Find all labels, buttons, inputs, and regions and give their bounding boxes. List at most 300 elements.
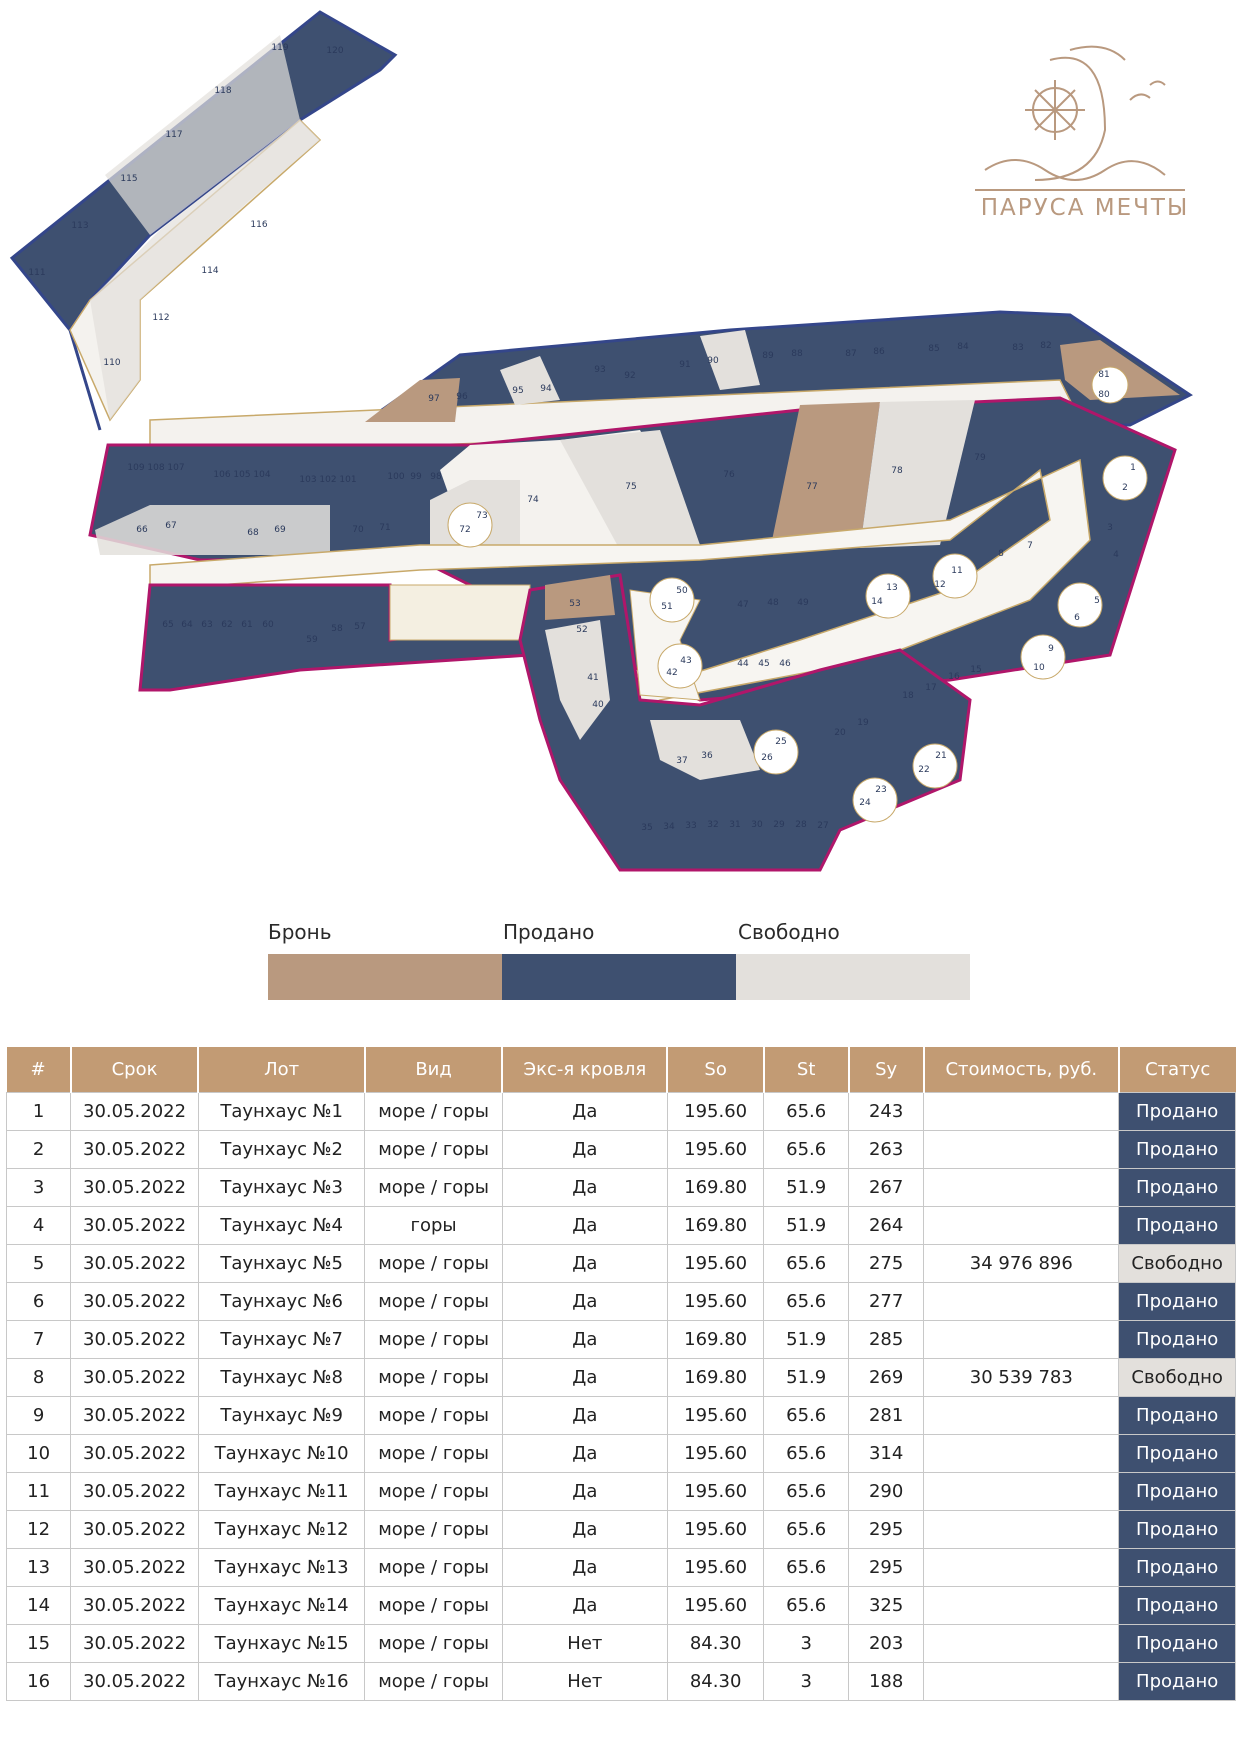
table-cell: 169.80 bbox=[667, 1169, 763, 1207]
status-badge: Продано bbox=[1119, 1663, 1236, 1701]
svg-text:119: 119 bbox=[271, 43, 289, 53]
table-cell: 30 539 783 bbox=[924, 1359, 1119, 1397]
svg-text:30: 30 bbox=[751, 820, 763, 830]
table-cell: 195.60 bbox=[667, 1245, 763, 1283]
table-cell: Да bbox=[502, 1169, 667, 1207]
table-cell: Таунхаус №15 bbox=[198, 1625, 365, 1663]
table-cell: 5 bbox=[7, 1245, 71, 1283]
column-header: Лот bbox=[198, 1047, 365, 1093]
table-cell: 65.6 bbox=[764, 1093, 849, 1131]
table-cell: море / горы bbox=[365, 1473, 502, 1511]
table-cell: 314 bbox=[849, 1435, 924, 1473]
table-cell: море / горы bbox=[365, 1359, 502, 1397]
table-row bbox=[7, 1625, 1236, 1663]
svg-text:21: 21 bbox=[935, 751, 947, 761]
table-cell: 263 bbox=[849, 1131, 924, 1169]
svg-text:100: 100 bbox=[387, 472, 405, 482]
table-cell: 30.05.2022 bbox=[71, 1397, 199, 1435]
table-cell bbox=[924, 1283, 1119, 1321]
svg-text:42: 42 bbox=[666, 668, 678, 678]
svg-text:33: 33 bbox=[685, 821, 697, 831]
table-cell: Таунхаус №10 bbox=[198, 1435, 365, 1473]
table-cell: Таунхаус №14 bbox=[198, 1587, 365, 1625]
table-cell: Да bbox=[502, 1397, 667, 1435]
svg-text:103: 103 bbox=[299, 475, 317, 485]
table-header-row bbox=[7, 1047, 1236, 1093]
table-cell: 65.6 bbox=[764, 1283, 849, 1321]
column-header: Sy bbox=[849, 1047, 924, 1093]
sail-sun-waves-logo bbox=[975, 47, 1185, 190]
table-cell: 290 bbox=[849, 1473, 924, 1511]
svg-text:60: 60 bbox=[262, 620, 274, 630]
svg-text:4: 4 bbox=[1113, 550, 1119, 560]
table-cell: 8 bbox=[7, 1359, 71, 1397]
table-cell: Таунхаус №9 bbox=[198, 1397, 365, 1435]
svg-text:19: 19 bbox=[857, 718, 869, 728]
svg-text:24: 24 bbox=[859, 798, 871, 808]
table-row bbox=[7, 1359, 1236, 1397]
lots-table bbox=[6, 1047, 1236, 1701]
table-cell: Да bbox=[502, 1511, 667, 1549]
table-cell bbox=[924, 1207, 1119, 1245]
svg-text:104: 104 bbox=[253, 470, 271, 480]
table-cell: 84.30 bbox=[667, 1663, 763, 1701]
svg-text:87: 87 bbox=[845, 349, 857, 359]
status-badge: Продано bbox=[1119, 1625, 1236, 1663]
table-cell: 65.6 bbox=[764, 1131, 849, 1169]
table-cell bbox=[924, 1435, 1119, 1473]
status-badge: Продано bbox=[1119, 1283, 1236, 1321]
table-cell: 267 bbox=[849, 1169, 924, 1207]
table-cell: Да bbox=[502, 1359, 667, 1397]
table-cell: 1 bbox=[7, 1093, 71, 1131]
table-cell: 2 bbox=[7, 1131, 71, 1169]
table-cell: 30.05.2022 bbox=[71, 1131, 199, 1169]
table-cell: 51.9 bbox=[764, 1321, 849, 1359]
table-cell: Таунхаус №6 bbox=[198, 1283, 365, 1321]
svg-text:65: 65 bbox=[162, 620, 174, 630]
table-cell: море / горы bbox=[365, 1663, 502, 1701]
svg-text:27: 27 bbox=[817, 821, 829, 831]
status-badge: Свободно bbox=[1119, 1245, 1236, 1283]
table-cell: 195.60 bbox=[667, 1435, 763, 1473]
svg-text:72: 72 bbox=[459, 525, 471, 535]
table-cell: 195.60 bbox=[667, 1397, 763, 1435]
table-cell: море / горы bbox=[365, 1549, 502, 1587]
table-cell: 65.6 bbox=[764, 1397, 849, 1435]
svg-text:59: 59 bbox=[306, 635, 318, 645]
table-cell: 281 bbox=[849, 1397, 924, 1435]
table-cell: Да bbox=[502, 1131, 667, 1169]
column-header: Вид bbox=[365, 1047, 502, 1093]
table-cell: 275 bbox=[849, 1245, 924, 1283]
svg-text:75: 75 bbox=[625, 482, 637, 492]
table-cell: море / горы bbox=[365, 1625, 502, 1663]
table-cell bbox=[924, 1093, 1119, 1131]
svg-text:112: 112 bbox=[152, 313, 170, 323]
table-cell: 7 bbox=[7, 1321, 71, 1359]
svg-text:35: 35 bbox=[641, 823, 653, 833]
svg-text:63: 63 bbox=[201, 620, 213, 630]
table-cell: Да bbox=[502, 1587, 667, 1625]
table-cell: 295 bbox=[849, 1549, 924, 1587]
table-cell: море / горы bbox=[365, 1435, 502, 1473]
svg-text:9: 9 bbox=[1048, 644, 1054, 654]
table-cell: 30.05.2022 bbox=[71, 1587, 199, 1625]
status-legend bbox=[268, 920, 972, 1000]
table-cell: Нет bbox=[502, 1625, 667, 1663]
svg-text:31: 31 bbox=[729, 820, 741, 830]
table-cell: 30.05.2022 bbox=[71, 1321, 199, 1359]
table-cell: 195.60 bbox=[667, 1131, 763, 1169]
svg-text:49: 49 bbox=[797, 598, 809, 608]
status-badge: Продано bbox=[1119, 1321, 1236, 1359]
table-cell: 65.6 bbox=[764, 1549, 849, 1587]
svg-text:71: 71 bbox=[379, 523, 391, 533]
svg-text:7: 7 bbox=[1027, 541, 1033, 551]
svg-text:8: 8 bbox=[998, 549, 1004, 559]
column-header: Статус bbox=[1119, 1047, 1236, 1093]
column-header: Срок bbox=[71, 1047, 199, 1093]
svg-text:84: 84 bbox=[957, 342, 969, 352]
table-cell: 65.6 bbox=[764, 1435, 849, 1473]
svg-text:78: 78 bbox=[891, 466, 903, 476]
column-header: So bbox=[667, 1047, 763, 1093]
table-body bbox=[7, 1093, 1236, 1701]
svg-text:110: 110 bbox=[103, 358, 121, 368]
table-cell: 65.6 bbox=[764, 1511, 849, 1549]
svg-text:92: 92 bbox=[624, 371, 636, 381]
svg-text:80: 80 bbox=[1098, 390, 1110, 400]
svg-text:50: 50 bbox=[676, 586, 688, 596]
table-cell: 30.05.2022 bbox=[71, 1169, 199, 1207]
svg-text:106: 106 bbox=[213, 470, 231, 480]
svg-text:12: 12 bbox=[934, 580, 946, 590]
table-cell: Да bbox=[502, 1245, 667, 1283]
table-cell: 12 bbox=[7, 1511, 71, 1549]
svg-text:44: 44 bbox=[737, 659, 749, 669]
svg-text:115: 115 bbox=[120, 174, 138, 184]
svg-text:90: 90 bbox=[707, 356, 719, 366]
table-cell: 3 bbox=[764, 1663, 849, 1701]
table-cell: 195.60 bbox=[667, 1473, 763, 1511]
svg-text:36: 36 bbox=[701, 751, 713, 761]
table-cell: 195.60 bbox=[667, 1549, 763, 1587]
svg-text:46: 46 bbox=[779, 659, 791, 669]
svg-text:81: 81 bbox=[1098, 370, 1110, 380]
svg-text:29: 29 bbox=[773, 820, 785, 830]
table-cell: Таунхаус №13 bbox=[198, 1549, 365, 1587]
table-cell bbox=[924, 1397, 1119, 1435]
legend-swatch-sold bbox=[502, 954, 736, 1000]
svg-text:25: 25 bbox=[775, 737, 787, 747]
svg-text:64: 64 bbox=[181, 620, 193, 630]
svg-text:120: 120 bbox=[326, 46, 344, 56]
table-row bbox=[7, 1169, 1236, 1207]
table-cell: 30.05.2022 bbox=[71, 1093, 199, 1131]
table-cell: 269 bbox=[849, 1359, 924, 1397]
table-cell: 195.60 bbox=[667, 1587, 763, 1625]
svg-text:116: 116 bbox=[250, 220, 268, 230]
table-row bbox=[7, 1245, 1236, 1283]
svg-text:77: 77 bbox=[806, 482, 818, 492]
table-cell: 277 bbox=[849, 1283, 924, 1321]
table-cell: 14 bbox=[7, 1587, 71, 1625]
table-cell: 30.05.2022 bbox=[71, 1511, 199, 1549]
table-cell bbox=[924, 1549, 1119, 1587]
table-cell: 30.05.2022 bbox=[71, 1549, 199, 1587]
table-cell: 169.80 bbox=[667, 1359, 763, 1397]
table-cell: Таунхаус №12 bbox=[198, 1511, 365, 1549]
table-cell: 13 bbox=[7, 1549, 71, 1587]
svg-text:37: 37 bbox=[676, 756, 688, 766]
svg-text:53: 53 bbox=[569, 599, 581, 609]
svg-text:5: 5 bbox=[1094, 596, 1100, 606]
svg-text:18: 18 bbox=[902, 691, 914, 701]
hatched-area-left bbox=[390, 585, 530, 640]
table-cell: Да bbox=[502, 1283, 667, 1321]
svg-text:17: 17 bbox=[925, 683, 937, 693]
table-row bbox=[7, 1397, 1236, 1435]
table-cell: 6 bbox=[7, 1283, 71, 1321]
table-cell: Таунхаус №4 bbox=[198, 1207, 365, 1245]
svg-text:93: 93 bbox=[594, 365, 606, 375]
table-cell: Таунхаус №7 bbox=[198, 1321, 365, 1359]
svg-text:57: 57 bbox=[354, 622, 366, 632]
svg-text:41: 41 bbox=[587, 673, 599, 683]
svg-text:109: 109 bbox=[127, 463, 145, 473]
table-cell: 30.05.2022 bbox=[71, 1283, 199, 1321]
svg-text:108: 108 bbox=[147, 463, 165, 473]
svg-text:82: 82 bbox=[1040, 341, 1052, 351]
legend-label-reserved: Бронь bbox=[268, 920, 332, 944]
table-row bbox=[7, 1131, 1236, 1169]
column-header: Экс-я кровля bbox=[502, 1047, 667, 1093]
status-badge: Продано bbox=[1119, 1435, 1236, 1473]
svg-text:99: 99 bbox=[410, 472, 422, 482]
table-cell: 51.9 bbox=[764, 1169, 849, 1207]
table-cell: Да bbox=[502, 1435, 667, 1473]
table-cell: 188 bbox=[849, 1663, 924, 1701]
svg-text:2: 2 bbox=[1122, 483, 1128, 493]
table-cell: 195.60 bbox=[667, 1093, 763, 1131]
svg-text:70: 70 bbox=[352, 525, 364, 535]
status-badge: Продано bbox=[1119, 1473, 1236, 1511]
table-cell: Таунхаус №2 bbox=[198, 1131, 365, 1169]
table-cell: 243 bbox=[849, 1093, 924, 1131]
table-row bbox=[7, 1511, 1236, 1549]
status-badge: Продано bbox=[1119, 1511, 1236, 1549]
svg-text:102: 102 bbox=[319, 475, 337, 485]
table-cell: море / горы bbox=[365, 1131, 502, 1169]
table-row bbox=[7, 1207, 1236, 1245]
svg-text:68: 68 bbox=[247, 528, 259, 538]
table-cell: 203 bbox=[849, 1625, 924, 1663]
svg-text:45: 45 bbox=[758, 659, 770, 669]
svg-text:22: 22 bbox=[918, 765, 930, 775]
status-badge: Продано bbox=[1119, 1549, 1236, 1587]
svg-text:43: 43 bbox=[680, 656, 692, 666]
table-cell bbox=[924, 1587, 1119, 1625]
svg-text:66: 66 bbox=[136, 525, 148, 535]
svg-text:85: 85 bbox=[928, 344, 940, 354]
table-cell: Да bbox=[502, 1473, 667, 1511]
svg-text:118: 118 bbox=[214, 86, 232, 96]
table-cell: 16 bbox=[7, 1663, 71, 1701]
table-cell: 9 bbox=[7, 1397, 71, 1435]
table-cell bbox=[924, 1321, 1119, 1359]
table-cell: горы bbox=[365, 1207, 502, 1245]
table-cell: Да bbox=[502, 1321, 667, 1359]
svg-text:13: 13 bbox=[886, 583, 898, 593]
table-cell: 30.05.2022 bbox=[71, 1625, 199, 1663]
table-cell: 295 bbox=[849, 1511, 924, 1549]
table-cell: море / горы bbox=[365, 1245, 502, 1283]
brand-name: ПАРУСА МЕЧТЫ bbox=[980, 195, 1190, 221]
svg-text:34: 34 bbox=[663, 822, 675, 832]
table-cell: Таунхаус №8 bbox=[198, 1359, 365, 1397]
table-cell: Таунхаус №5 bbox=[198, 1245, 365, 1283]
svg-text:107: 107 bbox=[167, 463, 185, 473]
table-row bbox=[7, 1093, 1236, 1131]
column-header: Стоимость, руб. bbox=[924, 1047, 1119, 1093]
table-cell: 11 bbox=[7, 1473, 71, 1511]
column-header: # bbox=[7, 1047, 71, 1093]
table-cell bbox=[924, 1473, 1119, 1511]
svg-text:113: 113 bbox=[71, 221, 89, 231]
svg-text:74: 74 bbox=[527, 495, 539, 505]
table-row bbox=[7, 1549, 1236, 1587]
legend-label-free: Свободно bbox=[738, 920, 840, 944]
svg-text:3: 3 bbox=[1107, 523, 1113, 533]
table-cell: 51.9 bbox=[764, 1207, 849, 1245]
status-badge: Продано bbox=[1119, 1093, 1236, 1131]
table-cell: 325 bbox=[849, 1587, 924, 1625]
table-cell bbox=[924, 1625, 1119, 1663]
table-cell: 30.05.2022 bbox=[71, 1473, 199, 1511]
legend-swatch-free bbox=[736, 954, 970, 1000]
svg-text:117: 117 bbox=[165, 130, 183, 140]
table-cell: 3 bbox=[7, 1169, 71, 1207]
svg-text:20: 20 bbox=[834, 728, 846, 738]
table-cell: Да bbox=[502, 1207, 667, 1245]
status-badge: Продано bbox=[1119, 1397, 1236, 1435]
legend-label-sold: Продано bbox=[503, 920, 595, 944]
table-cell: Да bbox=[502, 1093, 667, 1131]
column-header: St bbox=[764, 1047, 849, 1093]
svg-text:51: 51 bbox=[661, 602, 673, 612]
svg-text:47: 47 bbox=[737, 600, 749, 610]
svg-text:26: 26 bbox=[761, 753, 773, 763]
table-cell: 195.60 bbox=[667, 1511, 763, 1549]
svg-text:61: 61 bbox=[241, 620, 253, 630]
table-cell: 51.9 bbox=[764, 1359, 849, 1397]
table-cell: море / горы bbox=[365, 1397, 502, 1435]
table-cell: море / горы bbox=[365, 1283, 502, 1321]
svg-text:6: 6 bbox=[1074, 613, 1080, 623]
table-cell: Да bbox=[502, 1549, 667, 1587]
table-cell: 3 bbox=[764, 1625, 849, 1663]
table-row bbox=[7, 1283, 1236, 1321]
svg-text:76: 76 bbox=[723, 470, 735, 480]
table-row bbox=[7, 1473, 1236, 1511]
svg-text:58: 58 bbox=[331, 624, 343, 634]
table-cell: Таунхаус №11 bbox=[198, 1473, 365, 1511]
svg-text:40: 40 bbox=[592, 700, 604, 710]
table-cell: 285 bbox=[849, 1321, 924, 1359]
svg-text:52: 52 bbox=[576, 625, 588, 635]
svg-text:111: 111 bbox=[28, 268, 46, 278]
svg-text:79: 79 bbox=[974, 453, 986, 463]
status-badge: Продано bbox=[1119, 1131, 1236, 1169]
table-cell: 84.30 bbox=[667, 1625, 763, 1663]
table-cell: 30.05.2022 bbox=[71, 1435, 199, 1473]
table-cell: 15 bbox=[7, 1625, 71, 1663]
table-cell: 30.05.2022 bbox=[71, 1245, 199, 1283]
svg-text:67: 67 bbox=[165, 521, 177, 531]
table-cell bbox=[924, 1169, 1119, 1207]
svg-text:16: 16 bbox=[948, 672, 960, 682]
svg-text:96: 96 bbox=[456, 392, 468, 402]
legend-swatch-reserved bbox=[268, 954, 502, 1000]
svg-text:89: 89 bbox=[762, 351, 774, 361]
table-cell: Таунхаус №1 bbox=[198, 1093, 365, 1131]
status-badge: Свободно bbox=[1119, 1359, 1236, 1397]
svg-text:1: 1 bbox=[1130, 463, 1136, 473]
table-cell bbox=[924, 1663, 1119, 1701]
table-cell bbox=[924, 1131, 1119, 1169]
table-cell: 34 976 896 bbox=[924, 1245, 1119, 1283]
svg-text:114: 114 bbox=[201, 266, 219, 276]
table-cell: 169.80 bbox=[667, 1321, 763, 1359]
svg-text:91: 91 bbox=[679, 360, 691, 370]
svg-text:62: 62 bbox=[221, 620, 233, 630]
svg-text:32: 32 bbox=[707, 820, 719, 830]
svg-text:15: 15 bbox=[970, 665, 982, 675]
table-cell: Нет bbox=[502, 1663, 667, 1701]
status-badge: Продано bbox=[1119, 1169, 1236, 1207]
svg-text:95: 95 bbox=[512, 386, 524, 396]
svg-text:83: 83 bbox=[1012, 343, 1024, 353]
svg-text:69: 69 bbox=[274, 525, 286, 535]
svg-text:97: 97 bbox=[428, 394, 440, 404]
table-cell: море / горы bbox=[365, 1511, 502, 1549]
table-row bbox=[7, 1587, 1236, 1625]
svg-text:101: 101 bbox=[339, 475, 357, 485]
svg-text:28: 28 bbox=[795, 820, 807, 830]
table-row bbox=[7, 1321, 1236, 1359]
table-cell: Таунхаус №3 bbox=[198, 1169, 365, 1207]
svg-text:105: 105 bbox=[233, 470, 251, 480]
table-cell: море / горы bbox=[365, 1169, 502, 1207]
svg-text:86: 86 bbox=[873, 347, 885, 357]
svg-text:48: 48 bbox=[767, 598, 779, 608]
table-cell: 65.6 bbox=[764, 1245, 849, 1283]
table-cell: море / горы bbox=[365, 1321, 502, 1359]
table-cell: 65.6 bbox=[764, 1473, 849, 1511]
table-cell: 195.60 bbox=[667, 1283, 763, 1321]
table-cell: 10 bbox=[7, 1435, 71, 1473]
svg-text:14: 14 bbox=[871, 597, 883, 607]
status-badge: Продано bbox=[1119, 1207, 1236, 1245]
table-cell: 30.05.2022 bbox=[71, 1207, 199, 1245]
table-cell: море / горы bbox=[365, 1587, 502, 1625]
table-row bbox=[7, 1663, 1236, 1701]
svg-text:10: 10 bbox=[1033, 663, 1045, 673]
svg-text:73: 73 bbox=[476, 511, 488, 521]
table-cell bbox=[924, 1511, 1119, 1549]
table-cell: 4 bbox=[7, 1207, 71, 1245]
